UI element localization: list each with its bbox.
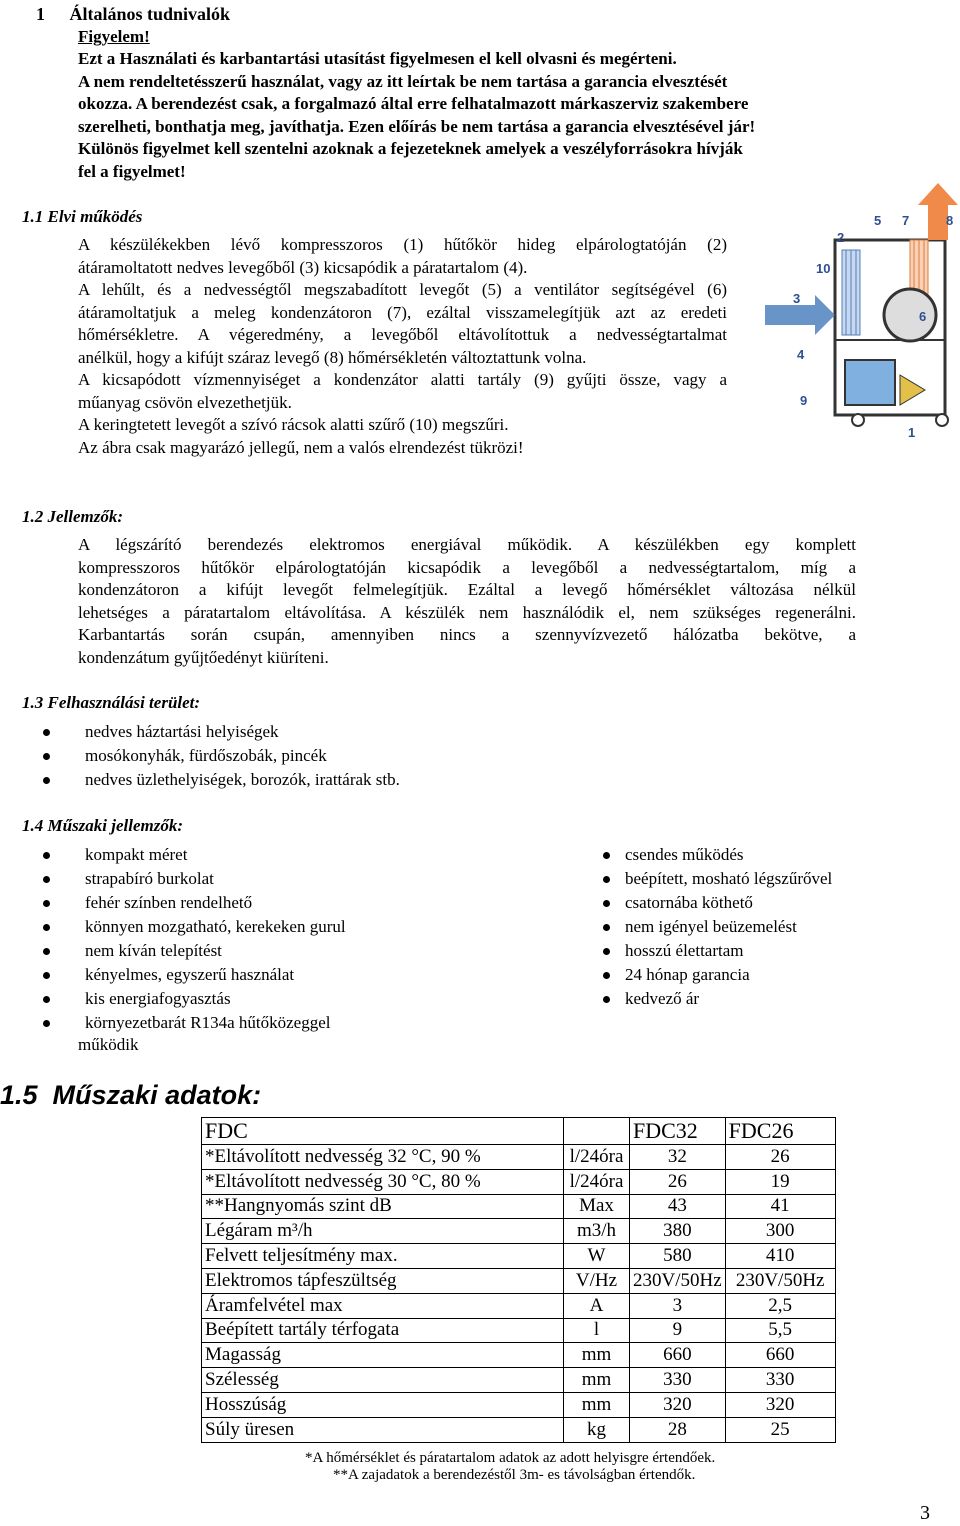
spec-table <box>201 1117 836 1443</box>
diagram-label-10: 10 <box>816 261 831 276</box>
table-cell: Felvett teljesítmény max. <box>202 1244 564 1269</box>
table-cell: W <box>564 1244 630 1269</box>
table-cell: m3/h <box>564 1219 630 1244</box>
list-item: nem kíván telepítést <box>40 939 346 963</box>
table-cell: 410 <box>725 1244 835 1269</box>
table-row <box>202 1169 836 1194</box>
table-row <box>202 1244 836 1269</box>
diagram-label-8: 8 <box>946 213 954 228</box>
table-cell: 32 <box>630 1145 726 1170</box>
table-cell: mm <box>564 1368 630 1393</box>
wheel-icon <box>852 414 864 426</box>
jellemzok-text <box>78 534 856 669</box>
table-cell: A <box>564 1293 630 1318</box>
section-number: 1 <box>36 4 45 24</box>
list-item: kompakt méret <box>40 843 346 867</box>
table-cell: 28 <box>630 1417 726 1442</box>
table-cell: Hosszúság <box>202 1392 564 1417</box>
text-line: Ezt a Használati és karbantartási utasítást figyelmesen el kell olvasni és megérteni. <box>78 49 677 68</box>
list-item: csendes működés <box>600 843 832 867</box>
table-cell: 300 <box>725 1219 835 1244</box>
table-cell: 330 <box>630 1368 726 1393</box>
table-cell: 230V/50Hz <box>725 1268 835 1293</box>
text-line: Az ábra csak magyarázó jellegű, nem a valós elrendezést tükrözi! <box>78 437 524 457</box>
text-line: A kicsapódott vízmennyiséget a kondenzátor alatti tartály (9) gyűjti össze, vagy a <box>78 370 727 389</box>
elvi-mukodes-text <box>78 234 727 459</box>
table-cell: l <box>564 1318 630 1343</box>
table-cell: **Hangnyomás szint dB <box>202 1194 564 1219</box>
warning-paragraph <box>78 48 856 183</box>
table-cell: 230V/50Hz <box>630 1268 726 1293</box>
air-out-arrow-icon <box>918 183 958 240</box>
text-line: A lehűlt, és a nedvességtől megszabadított levegőt (5) a ventilátor segítségével (6) <box>78 280 727 299</box>
diagram-label-3: 3 <box>793 291 801 306</box>
text-line: A légszárító berendezés elektromos energiával működik. A készülékben egy komplett <box>78 535 856 554</box>
heading-felhasznalasi-terulet: 1.3 Felhasználási terület: <box>22 693 201 712</box>
table-cell: V/Hz <box>564 1268 630 1293</box>
table-cell: Elektromos tápfeszültség <box>202 1268 564 1293</box>
text-line: A készülékekben lévő kompresszoros (1) hűtőkör hideg elpárologtatóján (2) <box>78 235 727 254</box>
list-item: strapabíró burkolat <box>40 867 346 891</box>
list-item: könnyen mozgatható, kerekeken gurul <box>40 915 346 939</box>
table-cell: 660 <box>630 1343 726 1368</box>
text-line: Karbantartás során csupán, amennyiben nincs a szennyvízvezető hálózatba bekötve, a <box>78 625 856 644</box>
text-line: lehetséges a páratartalom eltávolítása. A készülék nem használódik el, nem szükséges regenerálni. <box>78 602 856 622</box>
section-title: Általános tudnivalók <box>69 4 231 24</box>
table-cell: Súly üresen <box>202 1417 564 1442</box>
table-cell: 320 <box>630 1392 726 1417</box>
table-cell: mm <box>564 1343 630 1368</box>
table-cell: 43 <box>630 1194 726 1219</box>
table-row <box>202 1268 836 1293</box>
list-item: nedves üzlethelyiségek, borozók, irattárak stb. <box>40 768 400 792</box>
table-cell: 380 <box>630 1219 726 1244</box>
list-item: beépített, mosható légszűrővel <box>600 867 832 891</box>
text-line: hőmérsékletre. A végeredmény, a levegőből eltávolítottuk a nedvességtartalmat <box>78 325 727 344</box>
table-cell: 5,5 <box>725 1318 835 1343</box>
table-cell: l/24óra <box>564 1145 630 1170</box>
table-row <box>202 1368 836 1393</box>
diagram-label-9: 9 <box>800 393 808 408</box>
evaporator-fins <box>842 250 860 335</box>
heading-muszaki-jellemzok: 1.4 Műszaki jellemzők: <box>22 816 184 835</box>
table-cell: 330 <box>725 1368 835 1393</box>
table-row <box>202 1194 836 1219</box>
muszaki-list-left <box>40 843 346 1035</box>
table-cell: Beépített tartály térfogata <box>202 1318 564 1343</box>
table-cell: 26 <box>630 1169 726 1194</box>
list-item: mosókonyhák, fürdőszobák, pincék <box>40 744 400 768</box>
table-cell: Légáram m³/h <box>202 1219 564 1244</box>
table-cell: 25 <box>725 1417 835 1442</box>
text-line: okozza. A berendezést csak, a forgalmazó által erre felhatalmazott márkaszerviz szakembere <box>78 94 749 113</box>
table-cell: 320 <box>725 1392 835 1417</box>
list-item: csatornába köthető <box>600 891 832 915</box>
table-row <box>202 1318 836 1343</box>
text-line: A nem rendeltetésszerű használat, vagy az itt leírtak be nem tartása a garancia elvesztését <box>78 71 728 91</box>
text-line: Különös figyelmet kell szentelni azoknak a fejezeteknek amelyek a veszélyforrásokra hívják <box>78 139 743 158</box>
fan-icon <box>884 289 936 341</box>
list-item: kis energiafogyasztás <box>40 987 346 1011</box>
page-number: 3 <box>920 1502 930 1524</box>
diagram-label-2: 2 <box>837 230 845 245</box>
diagram-label-4: 4 <box>797 347 805 362</box>
diagram-label-7: 7 <box>902 213 910 228</box>
text-line: kondenzátum gyűjtőedényt kiüríteni. <box>78 647 329 667</box>
table-cell: FDC <box>202 1118 564 1145</box>
text-line: átáramoltatott nedves levegőből (3) kicsapódik a páratartalom (4). <box>78 257 528 277</box>
section-1-heading <box>36 3 230 26</box>
table-note-1: *A hőmérséklet és páratartalom adatok az adott helyisgre értendőek. <box>305 1450 716 1466</box>
table-cell <box>564 1118 630 1145</box>
list-item: nem igényel beüzemelést <box>600 915 832 939</box>
table-cell: l/24óra <box>564 1169 630 1194</box>
text-line: fel a figyelmet! <box>78 161 186 181</box>
text-line: átáramoltatjuk a meleg kondenzátoron (7), ezáltal visszamelegítjük azt az eredeti <box>78 302 727 322</box>
table-cell: FDC26 <box>725 1118 835 1145</box>
table-cell: 41 <box>725 1194 835 1219</box>
water-tank <box>845 360 895 405</box>
felhasznalasi-list <box>40 720 400 792</box>
diagram-label-1: 1 <box>908 425 916 440</box>
table-cell: 26 <box>725 1145 835 1170</box>
table-cell: *Eltávolított nedvesség 30 °C, 80 % <box>202 1169 564 1194</box>
list-item: hosszú élettartam <box>600 939 832 963</box>
table-row <box>202 1219 836 1244</box>
list-item: 24 hónap garancia <box>600 963 832 987</box>
list-item: környezetbarát R134a hűtőközeggel <box>40 1011 346 1035</box>
table-row <box>202 1417 836 1442</box>
table-row <box>202 1145 836 1170</box>
table-cell: Max <box>564 1194 630 1219</box>
table-cell: 660 <box>725 1343 835 1368</box>
text-line: anélkül, hogy a kifújt száraz levegő (8) hőmérsékletén változtattunk volna. <box>78 347 587 367</box>
table-header-row <box>202 1118 836 1145</box>
table-cell: 19 <box>725 1169 835 1194</box>
table-cell: 580 <box>630 1244 726 1269</box>
muszaki-list-right <box>600 843 832 1011</box>
text-line: A keringtetett levegőt a szívó rácsok alatti szűrő (10) megszűri. <box>78 415 509 434</box>
list-item: fehér színben rendelhető <box>40 891 346 915</box>
heading-elvi-mukodes: 1.1 Elvi működés <box>22 207 143 226</box>
wheel-icon <box>936 414 948 426</box>
list-item: kényelmes, egyszerű használat <box>40 963 346 987</box>
text-line: kompresszoros hűtőkör elpárologtatóján kicsapódik a levegőből a nedvességtartalom, míg a <box>78 557 856 577</box>
heading-muszaki-adatok: 1.5 Műszaki adatok: <box>0 1080 262 1110</box>
table-row <box>202 1293 836 1318</box>
table-cell: Szélesség <box>202 1368 564 1393</box>
diagram-label-6: 6 <box>919 309 927 324</box>
table-cell: 9 <box>630 1318 726 1343</box>
text-line: műanyag csövön elvezethetjük. <box>78 392 292 412</box>
table-cell: mm <box>564 1392 630 1417</box>
table-cell: Áramfelvétel max <box>202 1293 564 1318</box>
compressor-icon <box>900 375 925 405</box>
list-item: kedvező ár <box>600 987 832 1011</box>
text-line: szerelheti, bonthatja meg, javíthatja. Ezen előírás be nem tartása a garancia elvesztésével jár! <box>78 116 756 136</box>
table-cell: Magasság <box>202 1343 564 1368</box>
list-item-continuation: működik <box>78 1035 139 1054</box>
attention-label: Figyelem! <box>78 27 150 46</box>
dehumidifier-diagram <box>760 180 960 440</box>
table-row <box>202 1343 836 1368</box>
diagram-label-5: 5 <box>874 213 882 228</box>
text-line: kondenzátoron a kifújt levegőt felmelegítjük. Ezáltal a levegő hőmérséklet változása nélkül <box>78 580 856 599</box>
table-row <box>202 1392 836 1417</box>
table-cell: 2,5 <box>725 1293 835 1318</box>
table-note-2: **A zajadatok a berendezéstől 3m- es távolságban értendők. <box>333 1467 696 1483</box>
table-cell: FDC32 <box>630 1118 726 1145</box>
list-item: nedves háztartási helyiségek <box>40 720 400 744</box>
table-cell: *Eltávolított nedvesség 32 °C, 90 % <box>202 1145 564 1170</box>
table-cell: 3 <box>630 1293 726 1318</box>
heading-jellemzok: 1.2 Jellemzők: <box>22 507 124 526</box>
table-cell: kg <box>564 1417 630 1442</box>
